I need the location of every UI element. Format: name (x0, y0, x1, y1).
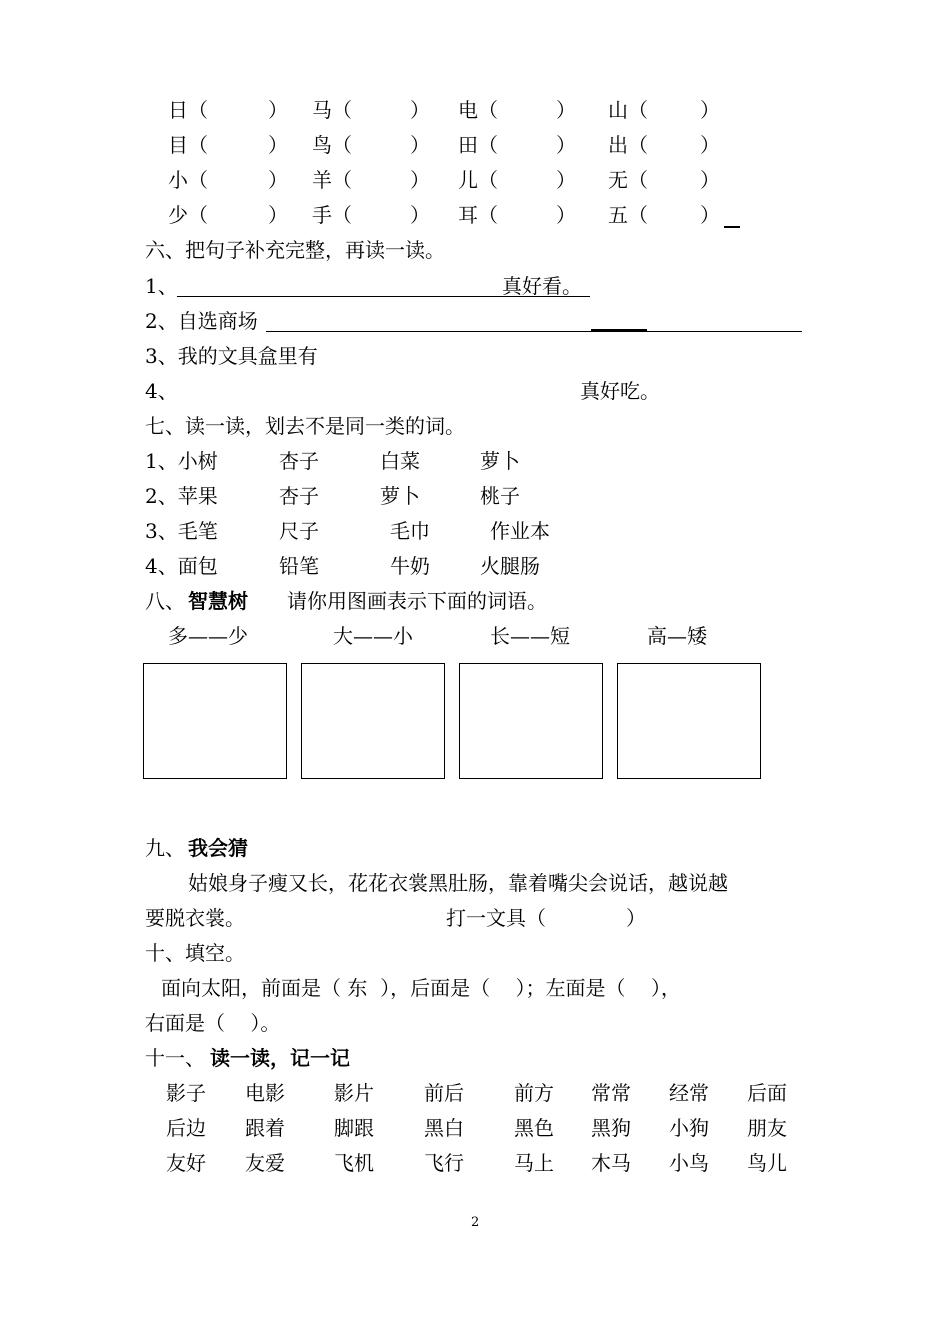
vocab-word: 跟着 (245, 1116, 285, 1140)
grid-paren: ） (556, 203, 576, 227)
vocab-word: 小狗 (669, 1116, 709, 1140)
vocab-word: 经常 (669, 1081, 709, 1105)
grid-char: 羊（ (312, 168, 352, 192)
vocab-word: 前后 (424, 1081, 464, 1105)
vocab-word: 鸟儿 (747, 1151, 787, 1175)
section-8-prefix: 八、 (145, 589, 185, 613)
riddle-line-1: 姑娘身子瘦又长，花花衣裳黑肚肠，靠着嘴尖会说话，越说越 (188, 871, 728, 895)
grid-char: 田（ (458, 133, 498, 157)
grid-paren: ） (700, 168, 720, 192)
s7-word[interactable]: 萝卜 (480, 449, 520, 473)
grid-paren: ） (268, 203, 288, 227)
section-10-title: 十、填空。 (145, 941, 245, 965)
s6-line2-label: 2、自选商场 (145, 309, 258, 333)
s7-word[interactable]: 铅笔 (279, 554, 319, 578)
grid-paren: ） (268, 98, 288, 122)
vocab-word: 电影 (245, 1081, 285, 1105)
riddle-answer-hint: 打一文具（ (446, 906, 546, 930)
grid-char: 无（ (608, 168, 648, 192)
grid-char: 手（ (312, 203, 352, 227)
s6-line4-number: 4、 (145, 379, 178, 403)
s7-word[interactable]: 2、苹果 (145, 484, 218, 508)
vocab-word: 常常 (591, 1081, 631, 1105)
riddle-answer-close: ） (626, 906, 646, 930)
grid-paren: ） (410, 98, 430, 122)
riddle-line-2: 要脱衣裳。 (145, 906, 245, 930)
vocab-word: 后边 (166, 1116, 206, 1140)
grid-paren: ） (268, 133, 288, 157)
drawing-box[interactable] (459, 663, 603, 779)
s7-word[interactable]: 火腿肠 (480, 554, 540, 578)
vocab-word: 影子 (166, 1081, 206, 1105)
grid-paren: ） (410, 203, 430, 227)
section-9-prefix: 九、 (145, 836, 185, 860)
vocab-word: 小鸟 (669, 1151, 709, 1175)
grid-char: 出（ (608, 133, 648, 157)
grid-char: 五（ (608, 203, 648, 227)
grid-char: 小（ (168, 168, 208, 192)
s10-line-1: 面向太阳，前面是（ 东 ），后面是（ ）；左面是（ ）， (161, 976, 681, 1000)
s7-word[interactable]: 3、毛笔 (145, 519, 218, 543)
grid-char: 电（ (458, 98, 498, 122)
vocab-word: 友爱 (245, 1151, 285, 1175)
s7-word[interactable]: 白菜 (380, 449, 420, 473)
antonym-pair: 多——少 (168, 624, 248, 648)
s7-word[interactable]: 杏子 (279, 449, 319, 473)
antonym-pair: 大——小 (333, 624, 413, 648)
section-7-title: 七、读一读，划去不是同一类的词。 (145, 414, 465, 438)
s7-word[interactable]: 桃子 (480, 484, 520, 508)
drawing-box[interactable] (143, 663, 287, 779)
section-6-title: 六、把句子补充完整，再读一读。 (145, 238, 445, 262)
vocab-word: 影片 (334, 1081, 374, 1105)
grid-char: 山（ (608, 98, 648, 122)
s6-line2-blank-mark (591, 329, 647, 331)
grid-char: 鸟（ (312, 133, 352, 157)
antonym-pair: 长——短 (490, 624, 570, 648)
grid-paren: ） (410, 168, 430, 192)
s6-line4-tail: 真好吃。 (580, 379, 660, 403)
grid-char: 儿（ (458, 168, 498, 192)
drawing-box[interactable] (617, 663, 761, 779)
vocab-word: 友好 (166, 1151, 206, 1175)
s6-line2-blank[interactable] (266, 331, 802, 332)
grid-paren: ） (268, 168, 288, 192)
grid-paren: ） (700, 133, 720, 157)
grid-paren: ） (556, 168, 576, 192)
grid-char: 耳（ (458, 203, 498, 227)
section-11-prefix: 十一、 (145, 1046, 205, 1070)
vocab-word: 马上 (514, 1151, 554, 1175)
s7-word[interactable]: 牛奶 (390, 554, 430, 578)
vocab-word: 飞行 (424, 1151, 464, 1175)
grid-paren: ） (556, 133, 576, 157)
grid-char: 目（ (168, 133, 208, 157)
vocab-word: 黑白 (424, 1116, 464, 1140)
section-9-title: 我会猜 (188, 836, 248, 860)
vocab-word: 飞机 (334, 1151, 374, 1175)
grid-paren: ） (700, 203, 720, 227)
s6-line1-number: 1、 (145, 274, 178, 298)
grid-paren: ） (410, 133, 430, 157)
vocab-word: 黑色 (514, 1116, 554, 1140)
grid-char: 马（ (312, 98, 352, 122)
page-number: 2 (471, 1215, 480, 1230)
s6-line1-tail: 真好看。 (502, 274, 582, 298)
section-11-title: 读一读，记一记 (210, 1046, 350, 1070)
s7-word[interactable]: 尺子 (279, 519, 319, 543)
grid-char: 日（ (168, 98, 208, 122)
grid-paren: ） (556, 98, 576, 122)
vocab-word: 后面 (747, 1081, 787, 1105)
drawing-box[interactable] (301, 663, 445, 779)
grid-paren: ） (700, 98, 720, 122)
s6-line3-label: 3、我的文具盒里有 (145, 344, 318, 368)
s7-word[interactable]: 杏子 (279, 484, 319, 508)
s7-word[interactable]: 4、面包 (145, 554, 218, 578)
stray-underline (724, 226, 740, 228)
vocab-word: 脚跟 (334, 1116, 374, 1140)
section-8-title: 智慧树 (188, 589, 248, 613)
s7-word[interactable]: 作业本 (490, 519, 550, 543)
grid-char: 少（ (168, 203, 208, 227)
antonym-pair: 高—矮 (647, 624, 707, 648)
vocab-word: 黑狗 (591, 1116, 631, 1140)
vocab-word: 前方 (514, 1081, 554, 1105)
s7-word[interactable]: 1、小树 (145, 449, 218, 473)
section-8-instruction: 请你用图画表示下面的词语。 (287, 589, 547, 613)
s7-word[interactable]: 萝卜 (380, 484, 420, 508)
vocab-word: 朋友 (747, 1116, 787, 1140)
s10-line-2: 右面是（ ）。 (145, 1011, 281, 1035)
vocab-word: 木马 (591, 1151, 631, 1175)
s7-word[interactable]: 毛巾 (390, 519, 430, 543)
